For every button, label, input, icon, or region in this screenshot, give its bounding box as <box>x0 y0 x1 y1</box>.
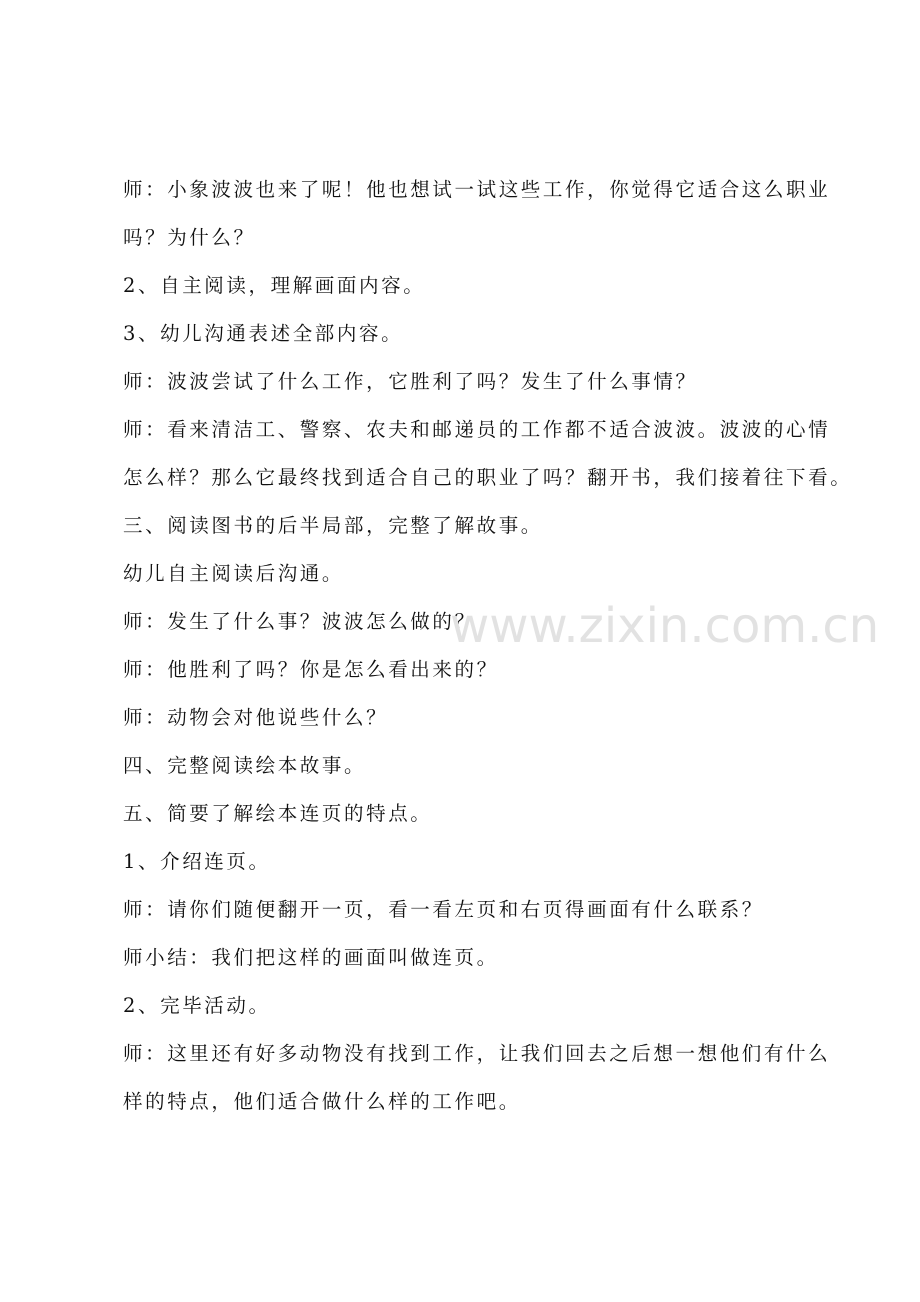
text-line: 2、自主阅读，理解画面内容。 <box>123 274 426 297</box>
text-line: 师：发生了什么事？波波怎么做的？ <box>123 610 477 633</box>
text-line: 四、完整阅读绘本故事。 <box>123 754 367 777</box>
text-line: 怎么样？那么它最终找到适合自己的职业了吗？翻开书，我们接着往下看。 <box>123 466 853 489</box>
text-line: 样的特点，他们适合做什么样的工作吧。 <box>123 1090 521 1113</box>
text-line: 3、幼儿沟通表述全部内容。 <box>123 322 404 345</box>
text-line: 师：请你们随便翻开一页，看一看左页和右页得画面有什么联系？ <box>123 898 764 921</box>
text-line: 师：动物会对他说些什么？ <box>123 706 389 729</box>
text-line: 2、完毕活动。 <box>123 994 271 1017</box>
text-line: 师：看来清洁工、警察、农夫和邮递员的工作都不适合波波。波波的心情 <box>123 418 831 441</box>
text-line: 三、阅读图书的后半局部，完整了解故事。 <box>123 514 543 537</box>
text-line: 幼儿自主阅读后沟通。 <box>123 562 345 585</box>
text-line: 师：他胜利了吗？你是怎么看出来的？ <box>123 658 499 681</box>
text-line: 师小结：我们把这样的画面叫做连页。 <box>123 946 499 969</box>
text-line: 吗？为什么？ <box>123 226 256 249</box>
text-line: 1、介绍连页。 <box>123 850 271 873</box>
watermark: www.zixin.com.cn <box>450 598 880 654</box>
document-body <box>123 166 853 1126</box>
text-line: 师：波波尝试了什么工作，它胜利了吗？发生了什么事情？ <box>123 370 698 393</box>
text-line: 五、简要了解绘本连页的特点。 <box>123 802 433 825</box>
text-line: 师：这里还有好多动物没有找到工作，让我们回去之后想一想他们有什么 <box>123 1042 831 1065</box>
text-line: 师：小象波波也来了呢！他也想试一试这些工作，你觉得它适合这么职业 <box>123 178 831 201</box>
